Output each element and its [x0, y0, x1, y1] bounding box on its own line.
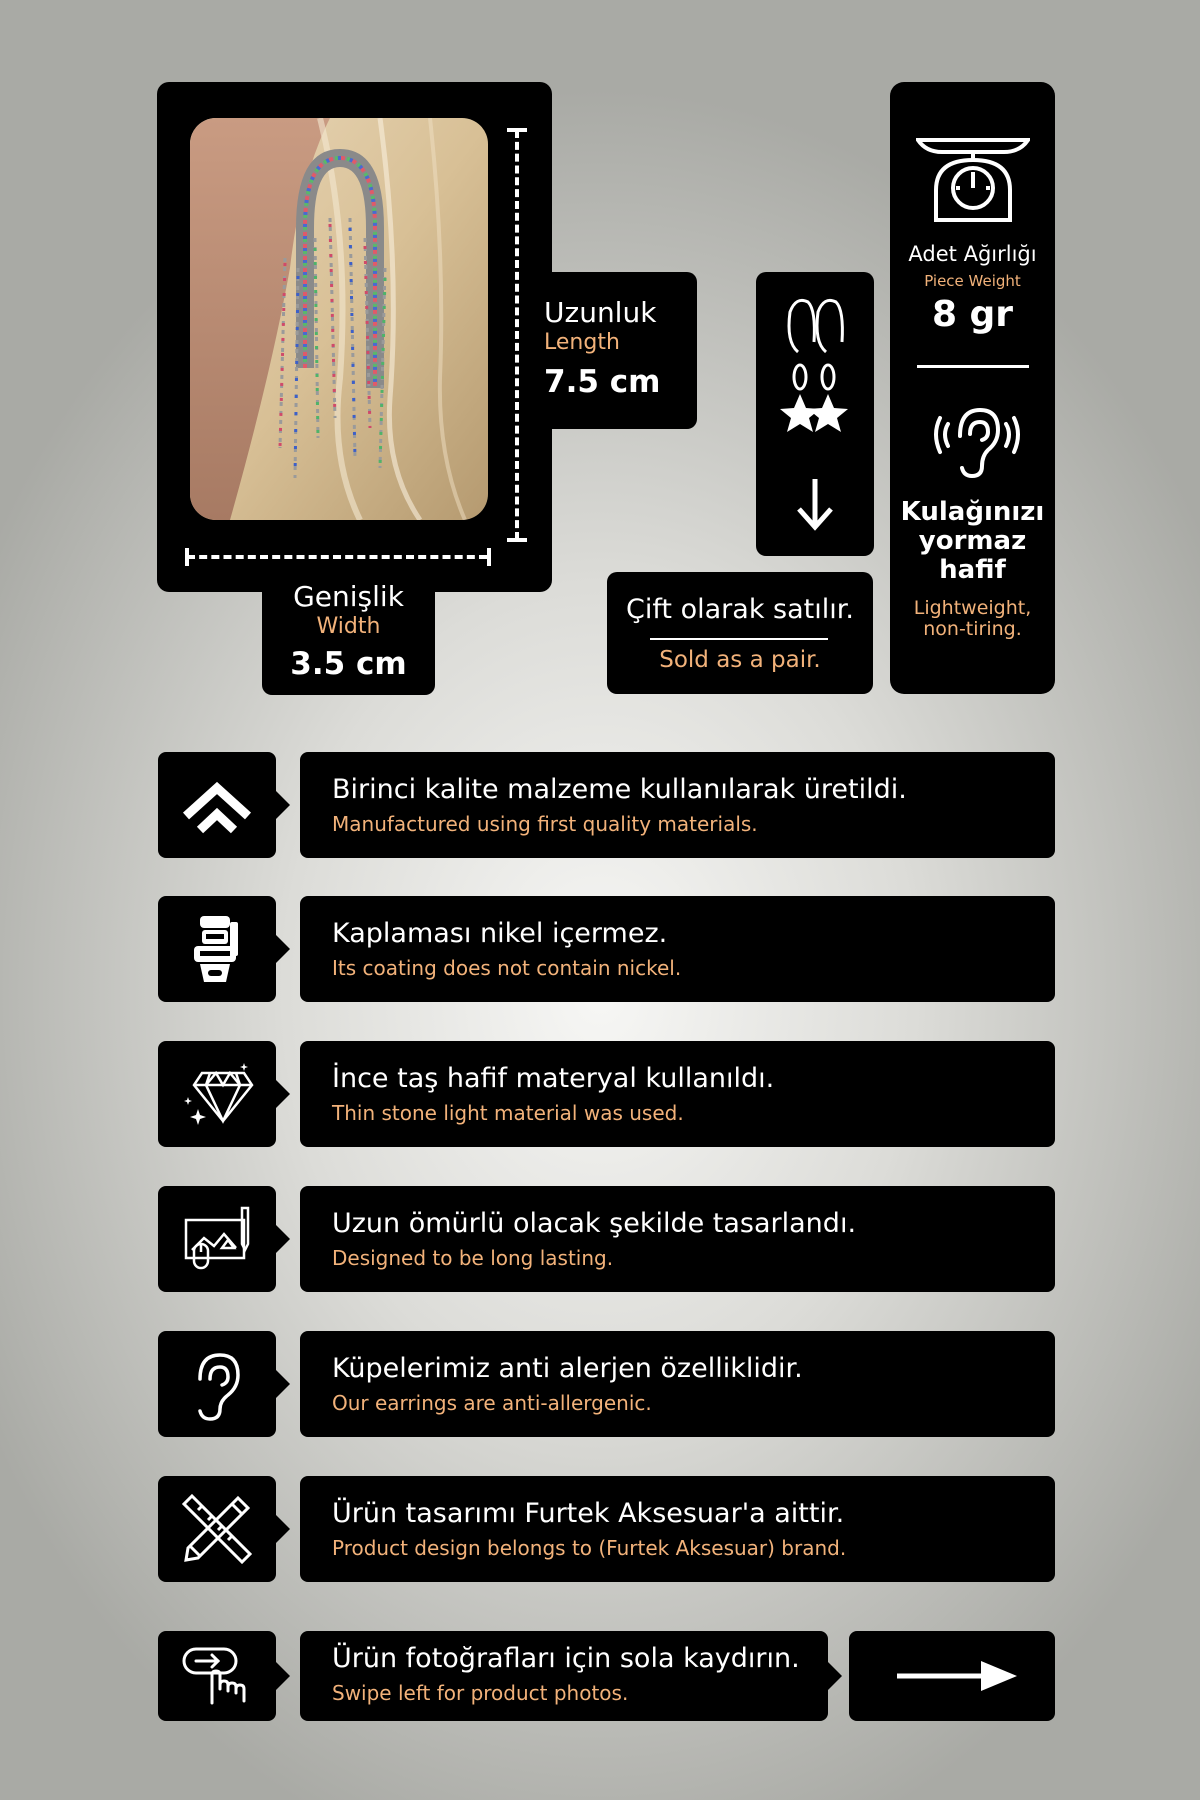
sold-as-pair-box [607, 572, 873, 694]
tile-pointer [276, 1225, 290, 1253]
feature-5-en: Our earrings are anti-allergenic. [332, 1391, 652, 1415]
tile-pointer [276, 1515, 290, 1543]
weight-comfort-box [890, 82, 1055, 694]
comfort-en-line-1: Lightweight, [913, 597, 1032, 619]
pair-text-tr: Çift olarak satılır. [626, 594, 854, 625]
product-photo-panel [157, 82, 552, 592]
feature-1-en: Manufactured using first quality materials. [332, 812, 758, 836]
length-dimension-line [515, 130, 519, 540]
worker-icon [182, 914, 252, 984]
feature-3-tr: İnce taş hafif materyal kullanıldı. [332, 1063, 775, 1094]
comfort-text-tr [890, 498, 1055, 585]
pencil-ruler-icon [182, 1494, 252, 1564]
feature-row-4 [300, 1186, 1055, 1292]
comfort-line-2: yormaz [918, 526, 1027, 556]
feature-2-tr: Kaplaması nikel içermez. [332, 918, 668, 949]
length-value: 7.5 cm [544, 364, 661, 400]
feature-4-en: Designed to be long lasting. [332, 1246, 614, 1270]
scale-icon [916, 136, 1030, 226]
feature-icon-tile-7 [158, 1631, 276, 1721]
pair-icon-box [756, 272, 874, 556]
diamond-icon [182, 1059, 254, 1129]
tile-pointer [276, 1662, 290, 1690]
weight-value: 8 gr [931, 294, 1014, 335]
arrow-down-icon [795, 477, 835, 533]
weight-label-en: Piece Weight [924, 272, 1021, 290]
feature-3-en: Thin stone light material was used. [332, 1101, 684, 1125]
feature-icon-tile-6 [158, 1476, 276, 1582]
comfort-line-3: hafif [939, 555, 1006, 585]
weight-divider [917, 365, 1029, 368]
length-cap-top [507, 128, 527, 132]
earring-photo [190, 118, 488, 520]
feature-icon-tile-2 [158, 896, 276, 1002]
weight-label-tr: Adet Ağırlığı [908, 242, 1037, 266]
width-value: 3.5 cm [290, 646, 407, 682]
layers-up-icon [182, 770, 252, 840]
width-label-box [262, 578, 435, 695]
ear-sound-icon [924, 400, 1022, 480]
tile-pointer [276, 1370, 290, 1398]
tile-pointer [276, 1080, 290, 1108]
comfort-text-en [890, 598, 1055, 640]
length-cap-bottom [507, 538, 527, 542]
feature-6-en: Product design belongs to (Furtek Aksesuar) brand. [332, 1536, 847, 1560]
feature-row-5 [300, 1331, 1055, 1437]
feature-row-7 [300, 1631, 828, 1721]
length-label-box [530, 272, 697, 429]
feature-icon-tile-4 [158, 1186, 276, 1292]
feature-icon-tile-3 [158, 1041, 276, 1147]
feature-1-tr: Birinci kalite malzeme kullanılarak üretildi. [332, 774, 907, 805]
length-label-tr: Uzunluk [544, 296, 657, 329]
feature-icon-tile-5 [158, 1331, 276, 1437]
feature-4-tr: Uzun ömürlü olacak şekilde tasarlandı. [332, 1208, 857, 1239]
feature-row-2 [300, 896, 1055, 1002]
tile-pointer [276, 791, 290, 819]
feature-5-tr: Küpelerimiz anti alerjen özelliklidir. [332, 1353, 803, 1384]
swipe-arrow-button[interactable] [849, 1631, 1055, 1721]
feature-row-3 [300, 1041, 1055, 1147]
text-pointer [828, 1662, 842, 1690]
design-board-icon [182, 1204, 252, 1274]
comfort-line-1: Kulağınızı [900, 497, 1045, 527]
feature-row-1 [300, 752, 1055, 858]
feature-6-tr: Ürün tasarımı Furtek Aksesuar'a aittir. [332, 1498, 845, 1529]
pair-text-en: Sold as a pair. [659, 647, 821, 673]
feature-icon-tile-1 [158, 752, 276, 858]
swipe-hand-icon [182, 1645, 254, 1705]
width-label-tr: Genişlik [293, 580, 404, 613]
arrow-right-icon [895, 1659, 1019, 1693]
tile-pointer [276, 935, 290, 963]
width-dimension-line [187, 555, 487, 559]
feature-2-en: Its coating does not contain nickel. [332, 956, 682, 980]
width-cap-left [185, 548, 189, 566]
earring-on-ear-illustration [190, 118, 488, 520]
feature-7-tr: Ürün fotoğrafları için sola kaydırın. [332, 1643, 800, 1674]
pair-divider [650, 638, 828, 640]
feature-row-6 [300, 1476, 1055, 1582]
width-label-en: Width [316, 614, 381, 639]
comfort-en-line-2: non-tiring. [923, 618, 1022, 640]
ear-icon [182, 1349, 252, 1421]
feature-7-en: Swipe left for product photos. [332, 1681, 629, 1705]
width-cap-right [487, 548, 491, 566]
length-label-en: Length [544, 330, 620, 355]
